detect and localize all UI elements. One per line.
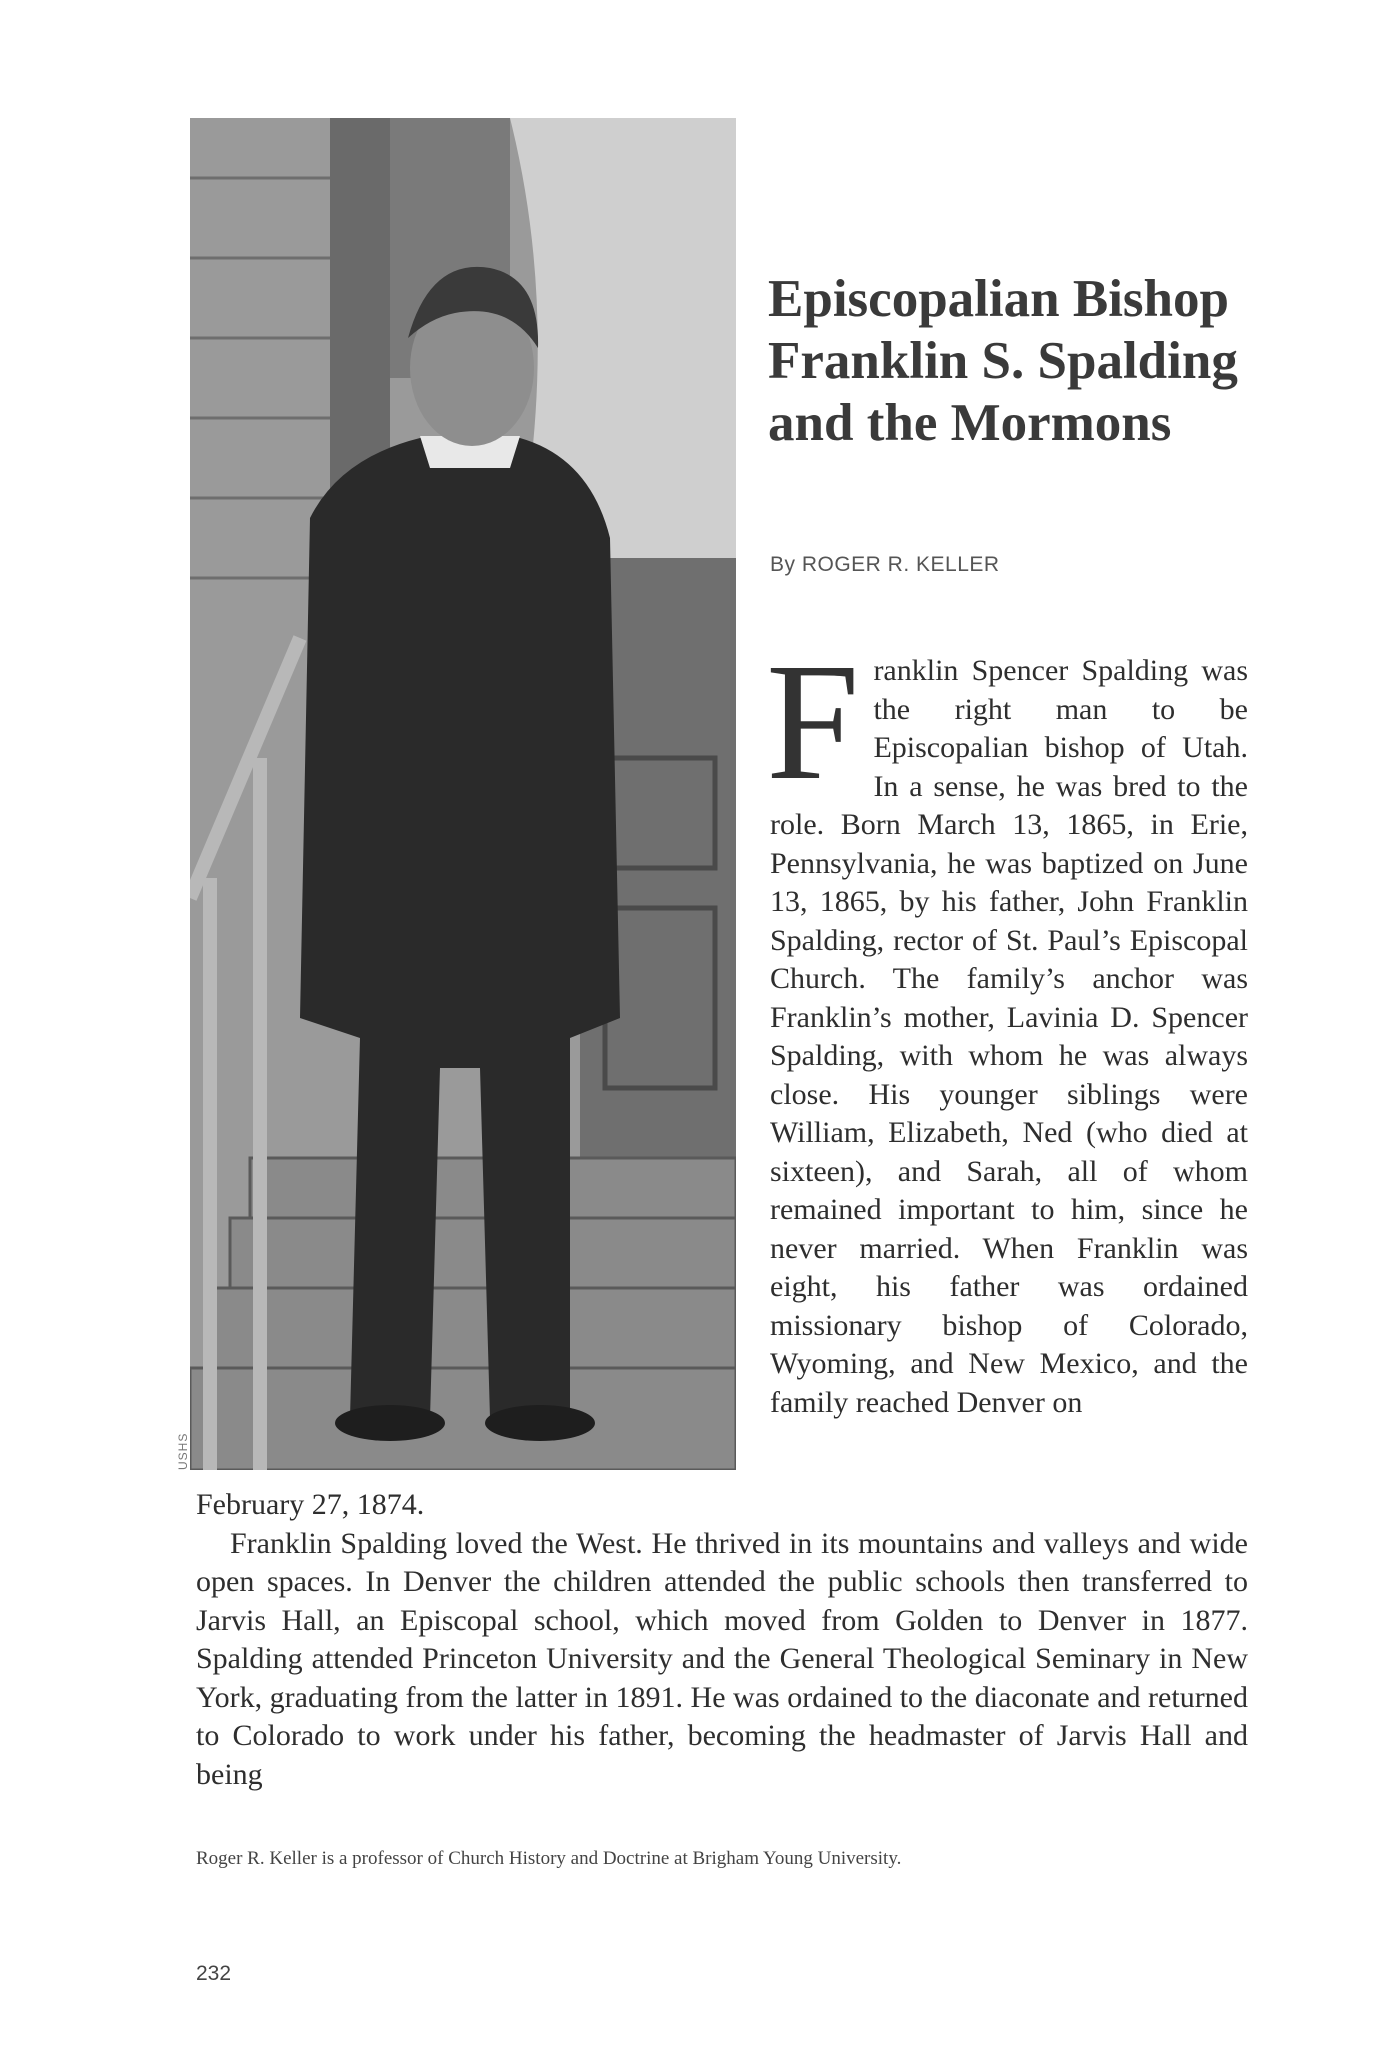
article-title: Episcopalian Bishop Franklin S. Spalding and the Mormons [768,270,1238,452]
author-footnote: Roger R. Keller is a professor of Church History and Doctrine at Brigham Young University. [196,1848,902,1869]
article-body [196,1486,1248,1794]
intro-text: ranklin Spencer Spalding was the right man to be Episcopalian bishop of Utah. In a sense, he was bred to the role. Born March 13, 1865, in Erie, Pennsylvania, he was baptized on June 13, 1865, by his father, John Franklin Spalding, rector of St. Paul’s Episcopal Church. The family’s anchor was Franklin’s mother, Lavinia D. Spencer Spalding, with whom he was always close. His younger siblings were William, Elizabeth, Ned (who died at sixteen), and Sarah, all of whom remained important to him, since he never married. When Franklin was eight, his father was ordained missionary bishop of Colorado, Wyoming, and New Mexico, and the family reached Denver on [770,654,1248,1419]
continuation-text: February 27, 1874. [196,1488,425,1521]
paragraph-2: Franklin Spalding loved the West. He thrived in its mountains and valleys and wide open spaces. In Denver the children attended the public schools then transferred to Jarvis Hall, an Episcopal school, which moved from Golden to Denver in 1877. Spalding attended Princeton University and the General Theological Seminary in New York, graduating from the latter in 1891. He was ordained to the diaconate and returned to Colorado to work under his father, becoming the headmaster of Jarvis Hall and being [196,1526,1248,1791]
photo-credit: USHS [176,1432,190,1470]
portrait-photo [190,118,736,1470]
drop-cap: F [766,629,860,815]
byline: By ROGER R. KELLER [770,553,1000,576]
page-number: 232 [196,1962,232,1985]
article-intro-column [766,629,1248,1422]
portrait-illustration [190,118,736,1470]
